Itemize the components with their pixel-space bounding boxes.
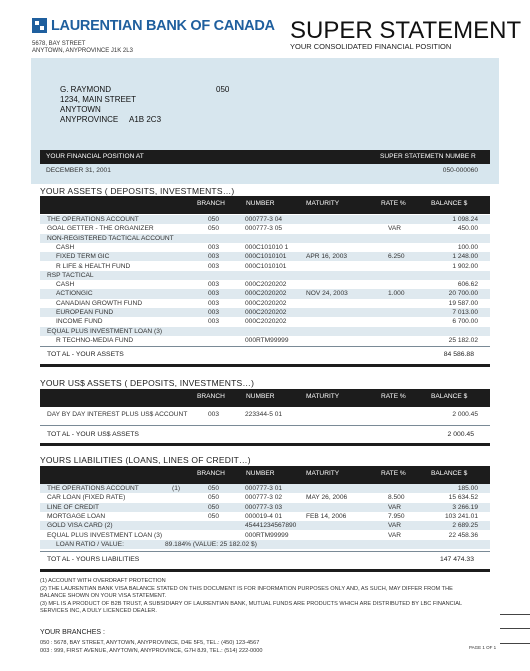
us-assets-title: YOUR US$ ASSETS ( DEPOSITS, INVESTMENTS…) (40, 378, 255, 388)
row-description: LOAN RATIO / VALUE: (56, 540, 124, 548)
branch-line: 050 : 5678, BAY STREET, ANYTOWN, ANYPROVINCE, D4E 5F5, TEL.: (450) 123-4567 (40, 640, 260, 646)
row-description: RSP TACTICAL (47, 271, 94, 279)
row-rate: 6.250 (388, 253, 405, 261)
row-maturity: FEB 14, 2006 (306, 512, 347, 520)
bank-address-line2: ANYTOWN, ANYPROVINCE J1K 2L3 (32, 48, 133, 54)
col-rate: RATE % (381, 393, 406, 400)
row-description: LINE OF CREDIT (47, 503, 100, 511)
row-rate: VAR (388, 522, 402, 530)
footnote: (3) MFL IS A PRODUCT OF B2B TRUST, A SUBSIDIARY OF LAURENTIAN BANK, MUTUAL FUNDS ARE PRODUCTS WHICH ARE DISTRIBUTED BY LBC FINANCIAL (40, 600, 463, 607)
liabilities-total-label: TOT AL - YOURS LIABILITIES (47, 556, 140, 563)
row-description: CASH (56, 243, 75, 251)
position-info-row (40, 165, 490, 177)
row-balance: 2 000.45 (452, 411, 478, 418)
col-branch: BRANCH (197, 470, 225, 477)
row-branch: 050 (208, 225, 220, 233)
row-number: 000C2020202 (245, 318, 287, 326)
row-description: R TECHNO-MEDIA FUND (56, 336, 134, 344)
table-row (40, 493, 490, 502)
row-rate: VAR (388, 225, 402, 233)
row-number: 000777-3 01 (245, 485, 283, 492)
statement-subtitle: YOUR CONSOLIDATED FINANCIAL POSITION (290, 42, 452, 51)
col-maturity: MATURITY (306, 470, 340, 477)
col-branch: BRANCH (197, 393, 225, 400)
liabilities-total-value: 147 474.33 (439, 556, 474, 563)
row-branch: 050 (208, 485, 220, 492)
customer-street: 1234, MAIN STREET (60, 95, 137, 104)
row-description: GOAL GETTER - THE ORGANIZER (47, 225, 154, 233)
row-rate: VAR (388, 531, 402, 539)
divider (40, 404, 490, 407)
row-balance: 19 587.00 (448, 299, 478, 307)
row-number: 223344-5 01 (245, 411, 283, 418)
col-number: NUMBER (246, 470, 275, 477)
table-row (40, 327, 490, 336)
assets-total-label: TOT AL - YOUR ASSETS (47, 351, 124, 358)
col-number: NUMBER (246, 200, 275, 207)
row-description: FIXED TERM GIC (56, 253, 110, 261)
col-rate: RATE % (381, 470, 406, 477)
row-balance: 15 634.52 (448, 494, 478, 502)
table-row (40, 410, 490, 419)
table-row (40, 224, 490, 233)
row-number: 000C1010101 (245, 262, 287, 270)
row-branch: 003 (208, 411, 220, 418)
row-description: THE OPERATIONS ACCOUNT (47, 485, 139, 492)
us-assets-table-header (40, 389, 490, 404)
row-number: 000C1010101 (245, 253, 287, 261)
footnote: SERVICES INC, A DULY LICENCED DEALER. (40, 608, 157, 614)
footnote: (1) ACCOUNT WITH OVERDRAFT PROTECTION (40, 578, 166, 584)
row-balance: 1 902.00 (452, 262, 478, 270)
assets-title: YOUR ASSETS ( DEPOSITS, INVESTMENTS…) (40, 186, 235, 196)
row-number: 000C2020202 (245, 309, 287, 316)
row-number: 000777-3 02 (245, 494, 283, 502)
col-balance: BALANCE $ (431, 200, 468, 207)
col-branch: BRANCH (197, 200, 225, 207)
row-description: INCOME FUND (56, 318, 103, 326)
row-number: 000777-3 03 (245, 503, 283, 511)
customer-code: 050 (216, 85, 230, 94)
customer-city: ANYTOWN (60, 105, 101, 114)
row-number: 000C2020202 (245, 281, 287, 289)
row-balance: 1 098.24 (452, 216, 478, 223)
row-maturity: MAY 26, 2006 (306, 494, 348, 502)
row-branch: 050 (208, 216, 220, 223)
col-rate: RATE % (381, 200, 406, 207)
row-description: ACTIONGIC (56, 290, 93, 298)
row-balance: 2 689.25 (452, 522, 478, 530)
col-maturity: MATURITY (306, 200, 340, 207)
us-assets-total-value: 2 000.45 (447, 431, 474, 438)
row-balance: 7 013.00 (452, 309, 478, 316)
position-date: DECEMBER 31, 2001 (46, 167, 111, 174)
divider (40, 425, 490, 426)
table-row (40, 234, 490, 243)
bank-address-line1: 5678, BAY STREET (32, 41, 86, 47)
row-number: 000019-4 01 (245, 512, 283, 520)
row-branch: 050 (208, 503, 220, 511)
us-assets-total-label: TOT AL - YOUR US$ ASSETS (47, 431, 139, 438)
table-row (40, 531, 490, 540)
table-row (40, 252, 490, 261)
row-description: EUROPEAN FUND (56, 309, 114, 316)
col-balance: BALANCE $ (431, 393, 468, 400)
row-branch: 003 (208, 299, 220, 307)
position-label: YOUR FINANCIAL POSITION AT (46, 153, 144, 160)
row-branch: 003 (208, 243, 220, 251)
liabilities-table-header (40, 466, 490, 481)
position-header-bar (40, 150, 490, 164)
margin-tick (500, 643, 530, 644)
table-row (40, 317, 490, 326)
row-branch: 050 (208, 512, 220, 520)
row-balance: 3 266.19 (452, 503, 478, 511)
row-rate: 1.000 (388, 290, 405, 298)
row-note: (1) (172, 485, 181, 492)
customer-province: ANYPROVINCE (60, 115, 119, 124)
statement-title: SUPER STATEMENT (290, 17, 522, 44)
row-balance: 606.62 (457, 281, 478, 289)
table-row (40, 271, 490, 280)
row-number: 45441234567890 (245, 522, 297, 530)
row-branch: 003 (208, 281, 220, 289)
table-row (40, 484, 490, 493)
row-number: 000C2020202 (245, 290, 287, 298)
table-row (40, 540, 490, 549)
customer-postal: A1B 2C3 (129, 115, 162, 124)
row-description: DAY BY DAY INTEREST PLUS US$ ACCOUNT (47, 411, 188, 418)
row-description: R LIFE & HEALTH FUND (56, 262, 131, 270)
row-description: EQUAL PLUS INVESTMENT LOAN (3) (47, 531, 163, 539)
page-label: PAGE 1 OF 1 (469, 645, 497, 650)
statement-number-label: SUPER STATEMETN NUMBE R (380, 153, 476, 160)
bank-logo-icon (32, 18, 47, 33)
footnote: (2) THE LAURENTIAN BANK VISA BALANCE STATED ON THIS DOCUMENT IS FOR INFORMATION PURPOSES ONLY AND, AS SUCH, MAY DIFFER FROM THE (40, 585, 453, 592)
row-rate: 7.950 (388, 512, 405, 520)
row-balance: 450.00 (457, 225, 478, 233)
branches-title: YOUR BRANCHES : (40, 629, 105, 636)
col-number: NUMBER (246, 393, 275, 400)
divider (40, 211, 490, 214)
table-row (40, 280, 490, 289)
row-number: 000777-3 05 (245, 225, 283, 233)
row-description: NON-REGISTERED TACTICAL ACCOUNT (47, 234, 174, 242)
table-row (40, 215, 490, 224)
row-branch: 003 (208, 318, 220, 326)
statement-number: 050-000060 (442, 167, 478, 174)
row-number: 000C2020202 (245, 299, 287, 307)
customer-name: G. RAYMOND (60, 85, 111, 94)
table-row (40, 243, 490, 252)
divider (40, 569, 490, 572)
divider (40, 364, 490, 367)
table-row (40, 503, 490, 512)
margin-tick (500, 628, 530, 629)
branch-line: 003 : 999, FIRST AVENUE, ANYTOWN, ANYPROVINCE, G7H 8J9, TEL.: (514) 222-0000 (40, 648, 263, 654)
table-row (40, 512, 490, 521)
row-balance: 185.00 (457, 485, 478, 492)
assets-table-header (40, 196, 490, 211)
row-rate: 8.500 (388, 494, 405, 502)
row-maturity: NOV 24, 2003 (306, 290, 348, 298)
assets-total-value: 84 586.88 (443, 351, 474, 358)
row-description: EQUAL PLUS INVESTMENT LOAN (3) (47, 327, 163, 335)
table-row (40, 521, 490, 530)
divider (40, 443, 490, 446)
row-note: 89.184% (VALUE: 25 182.02 $) (165, 540, 257, 548)
row-rate: VAR (388, 503, 402, 511)
row-description: CANADIAN GROWTH FUND (56, 299, 143, 307)
footnote: BALANCE SHOWN ON YOUR VISA STATEMENT. (40, 593, 167, 599)
table-row (40, 289, 490, 298)
col-balance: BALANCE $ (431, 470, 468, 477)
row-balance: 25 182.02 (448, 336, 478, 344)
row-number: 000777-3 04 (245, 216, 283, 223)
row-balance: 103 241.01 (444, 512, 478, 520)
row-description: CAR LOAN (FIXED RATE) (47, 494, 126, 502)
liabilities-title: YOURS LIABILITIES (LOANS, LINES OF CREDIT…) (40, 455, 251, 465)
row-maturity: APR 16, 2003 (306, 253, 348, 261)
row-description: THE OPERATIONS ACCOUNT (47, 216, 139, 223)
row-description: CASH (56, 281, 75, 289)
margin-tick (500, 614, 530, 615)
row-branch: 050 (208, 494, 220, 502)
table-row (40, 336, 490, 345)
row-balance: 6 700.00 (452, 318, 478, 326)
row-number: 000RTM99999 (245, 336, 289, 344)
table-row (40, 299, 490, 308)
divider (40, 551, 490, 552)
row-number: 000RTM99999 (245, 531, 289, 539)
row-branch: 003 (208, 253, 220, 261)
row-balance: 100.00 (457, 243, 478, 251)
table-row (40, 308, 490, 317)
table-row (40, 262, 490, 271)
bank-name: LAURENTIAN BANK OF CANADA (51, 18, 275, 34)
col-maturity: MATURITY (306, 393, 340, 400)
divider (40, 346, 490, 347)
row-branch: 003 (208, 309, 220, 316)
row-balance: 22 458.36 (448, 531, 478, 539)
row-description: MORTGAGE LOAN (47, 512, 106, 520)
footnotes (40, 578, 462, 616)
row-branch: 003 (208, 290, 220, 298)
row-balance: 20 700.00 (448, 290, 478, 298)
row-description: GOLD VISA CARD (2) (47, 522, 113, 530)
row-branch: 003 (208, 262, 220, 270)
row-number: 000C101010 1 (245, 243, 289, 251)
row-balance: 1 248.00 (452, 253, 478, 261)
